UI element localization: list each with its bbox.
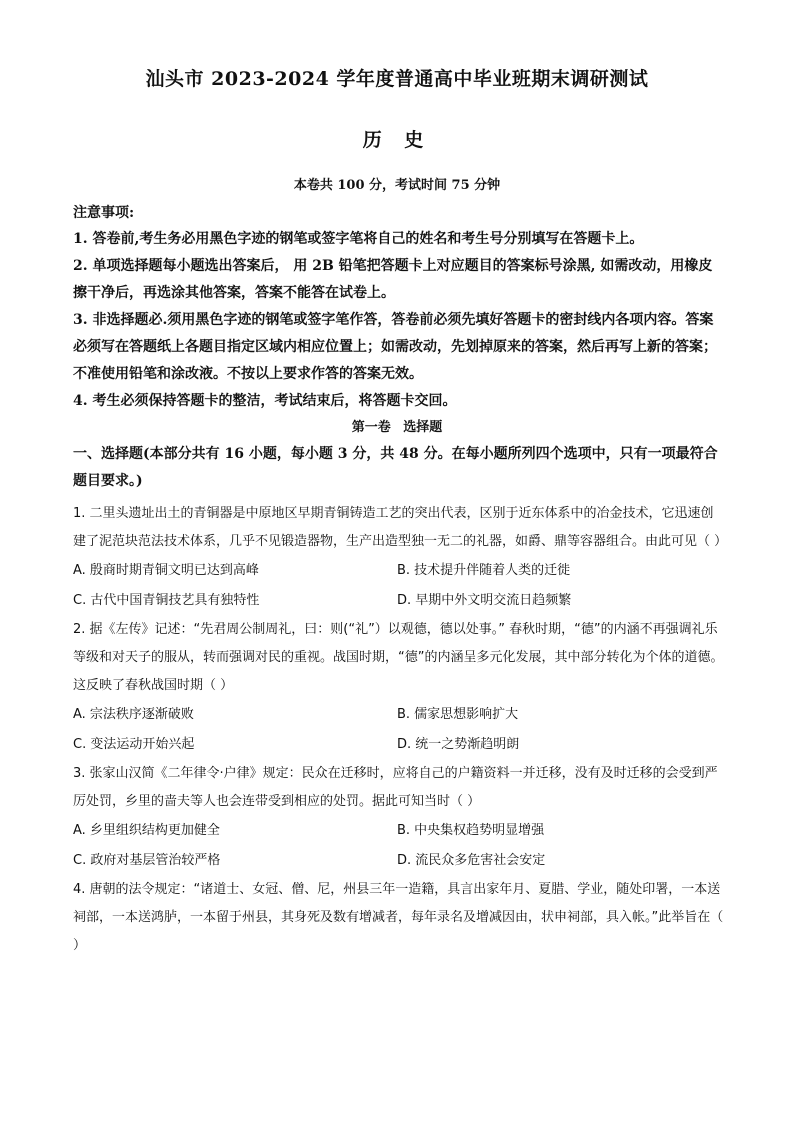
question-stem: 2. 据《左传》记述：“先君周公制周礼，曰：则(“礼”）以观德，德以处事。” 春秋时期，“德”的内涵不再强调礼乐等级和对天子的服从，转而强调对民的重视。战国时期，“德”的内涵呈多元化发展，其中部分转化为个体的道德。这反映了春秋战国时期（ ） xyxy=(73,622,724,693)
option-c: C. 政府对基层管治较严格 xyxy=(73,853,221,868)
exam-title: 汕头市 2023-2024 学年度普通高中毕业班期末调研测试 xyxy=(145,68,649,90)
option-b: B. 技术提升伴随着人类的迁徙 xyxy=(397,563,571,578)
option-a: A. 殷商时期青铜文明已达到高峰 xyxy=(73,563,259,578)
option-group xyxy=(73,700,725,760)
exam-info: 本卷共 100 分，考试时间 75 分钟 xyxy=(293,178,501,193)
option-a: A. 宗法秩序逐渐破败 xyxy=(73,707,194,722)
subject-title: 历 史 xyxy=(362,129,432,151)
option-d: D. 流民众多危害社会安定 xyxy=(397,853,546,868)
option-group xyxy=(73,816,725,876)
note-item-4: 4. 考生必须保持答题卡的整洁，考试结束后，将答题卡交回。 xyxy=(73,393,457,409)
question-4 xyxy=(73,876,725,960)
section-heading: 一、选择题(本部分共有 16 小题，每小题 3 分，共 48 分。在每小题所列四个选项中，只有一项最符合题目要求。) xyxy=(73,446,718,489)
note-item-2: 2. 单项选择题每小题选出答案后， 用 2B 铅笔把答题卡上对应题目的答案标号涂黑, 如需改动，用橡皮擦干净后，再选涂其他答案，答案不能答在试卷上。 xyxy=(73,258,713,301)
notes-section xyxy=(73,200,725,415)
note-item-3: 3. 非选择题必.须用黑色字迹的钢笔或签字笔作答，答卷前必须先填好答题卡的密封线内各项内容。答案必须写在答题纸上各题目指定区域内相应位置上；如需改动，先划掉原来的答案，然后再写上新的答案； 不准使用铅笔和涂改液。不按以上要求作答的答案无效。 xyxy=(73,312,717,382)
questions-list xyxy=(73,500,728,960)
question-stem: 1. 二里头遗址出土的青铜器是中原地区早期青铜铸造工艺的突出代表，区别于近东体系中的冶金技术，它迅速创建了泥范块范法技术体系，几乎不见锻造器物，生产出造型独一无二的礼器，如爵、鼎等容器组合。由此可见（ ） xyxy=(73,506,728,549)
question-stem: 3. 张家山汉简《二年律令·户律》规定：民众在迁移时，应将自己的户籍资料一并迁移，没有及时迁移的会受到严厉处罚，乡里的啬夫等人也会连带受到相应的处罚。据此可知当时（ ） xyxy=(73,766,718,809)
option-c: C. 变法运动开始兴起 xyxy=(73,737,195,752)
question-2 xyxy=(73,616,725,760)
option-b: B. 中央集权趋势明显增强 xyxy=(397,823,545,838)
option-a: A. 乡里组织结构更加健全 xyxy=(73,823,220,838)
option-group xyxy=(73,556,725,616)
note-item-1: 1. 答卷前,考生务必用黑色字迹的钢笔或签字笔将自己的姓名和考生号分别填写在答题卡上。 xyxy=(73,231,644,247)
option-d: D. 早期中外文明交流日趋频繁 xyxy=(397,593,572,608)
question-1 xyxy=(73,500,728,616)
question-3 xyxy=(73,760,725,876)
option-b: B. 儒家思想影响扩大 xyxy=(397,707,519,722)
option-d: D. 统一之势渐趋明朗 xyxy=(397,737,520,752)
notes-heading: 注意事项: xyxy=(73,205,135,221)
option-c: C. 古代中国青铜技艺具有独特性 xyxy=(73,593,260,608)
question-stem: 4. 唐朝的法令规定：“诸道士、女冠、僧、尼，州县三年一造籍，具言出家年月、夏腊、学业，随处印署，一本送祠部，一本送鸿胪，一本留于州县，其身死及数有增减者，每年录名及增减因由，状申祠部，具入帐。”此举旨在（ ） xyxy=(73,882,724,953)
part-title: 第一卷 选择题 xyxy=(351,420,443,435)
